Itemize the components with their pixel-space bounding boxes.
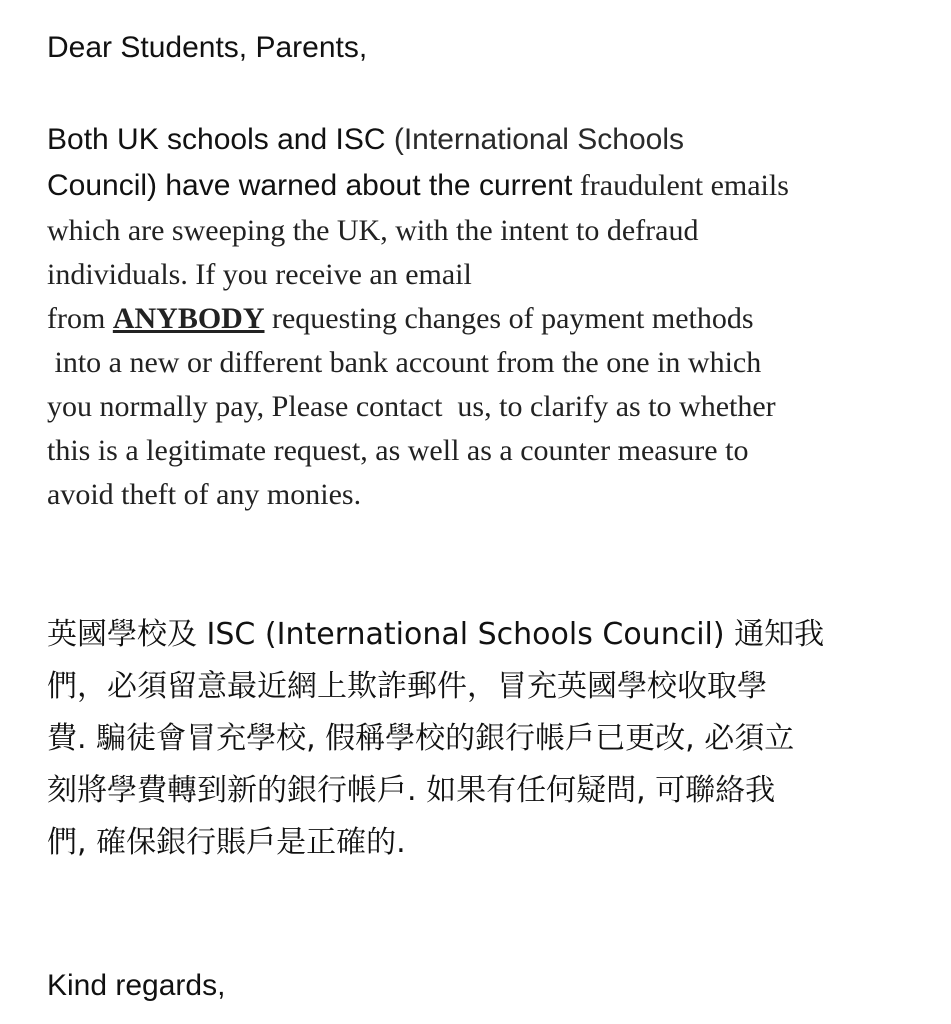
english-line-4: individuals. If you receive an email bbox=[47, 258, 472, 291]
english-line-2-serif: fraudulent emails bbox=[572, 169, 789, 202]
english-line-1 bbox=[47, 122, 684, 158]
english-line-1-text: Both UK schools and ISC bbox=[47, 123, 386, 156]
chinese-line-3: 費. 騙徒會冒充學校, 假稱學校的銀行帳戶已更改, 必須立 bbox=[47, 721, 795, 756]
english-line-5-pre: from bbox=[47, 302, 113, 335]
chinese-line-5: 們, 確保銀行賬戶是正確的. bbox=[47, 825, 406, 860]
english-line-6: into a new or different bank account from the one in which bbox=[47, 346, 762, 379]
english-line-9: avoid theft of any monies. bbox=[47, 478, 362, 511]
english-line-5 bbox=[47, 301, 754, 337]
closing: Kind regards, bbox=[47, 969, 226, 1002]
english-line-2-sans: Council) have warned about the current bbox=[47, 169, 573, 202]
english-line-7: you normally pay, Please contact us, to clarify as to whether bbox=[47, 390, 776, 423]
english-line-5-post: requesting changes of payment methods bbox=[264, 302, 754, 335]
chinese-line-4: 刻將學費轉到新的銀行帳戶. 如果有任何疑問, 可聯絡我 bbox=[47, 773, 776, 808]
chinese-line-2: 們，必須留意最近網上欺詐郵件，冒充英國學校收取學 bbox=[47, 669, 767, 704]
english-line-8: this is a legitimate request, as well as a counter measure to bbox=[47, 434, 749, 467]
english-line-3: which are sweeping the UK, with the intent to defraud bbox=[47, 214, 699, 247]
chinese-line-1: 英國學校及 ISC (International Schools Council) 通知我 bbox=[47, 617, 825, 652]
greeting: Dear Students, Parents, bbox=[47, 31, 368, 64]
english-line-1-paren: (International Schools bbox=[385, 123, 685, 156]
anybody-emphasis: ANYBODY bbox=[112, 302, 265, 335]
english-line-2 bbox=[47, 168, 789, 204]
